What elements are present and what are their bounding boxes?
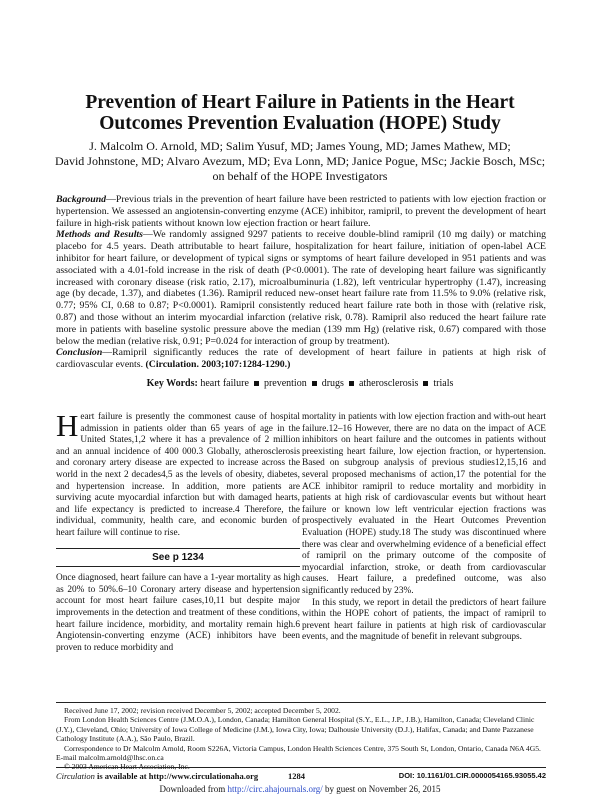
keyword: heart failure <box>200 378 249 389</box>
authors-line-2: David Johnstone, MD; Alvaro Avezum, MD; Eva Lonn, MD; Janice Pogue, MSc; Jackie Bosch, MSc; <box>54 154 546 168</box>
keyword: drugs <box>321 378 344 389</box>
abstract-background <box>56 194 546 229</box>
author-list <box>40 139 560 184</box>
intro-paragraph-1-text: eart failure is presently the commonest cause of hospital admission in patients older than 65 years of age in the United States,1,2 where it has a prevalence of 2 million and an annual incidence of 400 000.3 Globally, atherosclerosis and coronary artery disease are expected to increase across the world in the next 2 decades4,5 as the levels of obesity, diabetes, and hypertension increase. In addition, more patients are surviving acute myocardial infarction but with damaged hearts, and life expectancy is predicted to increase.4 Therefore, the individual, community, health care, and economic burden of heart failure will continue to rise. <box>56 412 300 538</box>
keyword: prevention <box>263 378 307 389</box>
intro-paragraph-2: Once diagnosed, heart failure can have a 1-year mortality as high as 20% to 50%.6–10 Coronary artery disease and hypertension account for most heart failure cases,10,11 but despite major improvements in the detection and treatment of these conditions, heart failure incidence, morbidity, and mortality remain high.6 Angiotensin-converting enzyme (ACE) inhibitors have been proven to reduce morbidity and <box>56 573 300 653</box>
square-bullet-icon <box>423 381 428 386</box>
correspondence-note: Correspondence to Dr Malcolm Arnold, Room S226A, Victoria Campus, London Health Sciences Centre, 375 South St, London, Ontario, Canada N6A 4G5. E-mail malcolm.arnold@lhsc.on.ca <box>56 743 541 763</box>
abstract <box>56 194 546 371</box>
citation: (Circulation. 2003;107:1284-1290.) <box>145 359 291 371</box>
doi: DOI: 10.1161/01.CIR.0000054165.93055.42 <box>398 771 546 780</box>
square-bullet-icon <box>312 381 317 386</box>
journal-name: Circulation <box>56 771 95 781</box>
page-number: 1284 <box>288 771 305 781</box>
key-words <box>40 378 560 389</box>
intro-paragraph-3: mortality in patients with low ejection fraction and with-out heart failure.12–16 However, there are no data on the impact of ACE inhibitors on heart failure and the outcomes in patients without preexisting heart failure, low ejection fraction, or hypertension. Based on subgroup analysis of previous studies12,15,16 and several proposed mechanisms of action,17 the potential for the ACE inhibitor ramipril to reduce mortality and morbidity in patients at high risk of cardiovascular events but without heart failure or known low left ventricular ejection fractions was prospectively evaluated in the Heart Outcomes Prevention Evaluation (HOPE) study.18 The study was discontinued where there was clear and overwhelming evidence of a beneficial effect of ramipril on the primary outcome of the composite of myocardial infarction, stroke, or death from cardiovascular causes. Heart failure, a predefined outcome, was also significantly reduced by 23%. <box>302 412 546 596</box>
background-label: Background <box>56 194 107 205</box>
affiliations-note: From London Health Sciences Centre (J.M.O.A.), London, Canada; Hamilton General Hospital (S.Y., E.L., J.P., J.B.), Hamilton, Canada; Cleveland Clinic (J.Y.), Cleveland, Ohio; University of Iowa College of Medicine (J.M.), Iowa City, Iowa; Dalhousie University (D.J.), Halifax, Canada; and Dante Pazzanese Cathology Institute (A.A.), São Paulo, Brazil. <box>56 715 535 744</box>
abstract-methods <box>56 229 546 347</box>
keyword: trials <box>433 378 454 389</box>
authors-line-1: J. Malcolm O. Arnold, MD; Salim Yusuf, MD; James Young, MD; James Mathew, MD; <box>89 139 511 153</box>
methods-label: Methods and Results <box>56 229 143 241</box>
abstract-conclusion <box>56 347 546 371</box>
intro-paragraph-4: In this study, we report in detail the predictors of heart failure within the HOPE cohort of patients, the impact of ramipril to prevent heart failure in patients at high risk of cardiovascular events, and the magnitude of benefit in relevant subgroups. <box>302 597 546 643</box>
article-title <box>40 92 560 134</box>
intro-paragraph-1 <box>56 408 300 540</box>
received-note: Received June 17, 2002; revision received December 5, 2002; accepted December 5, 2002. <box>64 706 341 715</box>
title-line-1: Prevention of Heart Failure in Patients in the Heart <box>85 92 515 113</box>
square-bullet-icon <box>349 381 354 386</box>
title-line-2: Outcomes Prevention Evaluation (HOPE) Study <box>99 113 501 134</box>
key-words-label: Key Words: <box>146 378 198 389</box>
background-text: —Previous trials in the prevention of heart failure have been restricted to patients with low ejection fraction or hypertension. We assessed an angiotensin-converting enzyme (ACE) inhibitor, ramipril, to prevent the development of heart failure in high-risk patients without known low ejection fraction or heart failure. <box>56 194 546 229</box>
keyword: atherosclerosis <box>358 378 419 389</box>
footnotes <box>56 702 546 772</box>
copyright-note: © 2003 American Heart Association, Inc. <box>64 762 190 772</box>
authors-line-3: on behalf of the HOPE Investigators <box>212 169 388 183</box>
download-prefix: Downloaded from <box>159 784 228 794</box>
see-page-reference[interactable]: See p 1234 <box>56 548 300 568</box>
download-suffix: by guest on November 26, 2015 <box>322 784 441 794</box>
journal-url[interactable]: is available at http://www.circulationaha.org <box>94 771 259 781</box>
conclusion-text: —Ramipril significantly reduces the rate of development of heart failure in patients at high risk of cardiovascular events. <box>56 347 546 371</box>
journal-availability <box>56 771 258 781</box>
page-footer <box>56 767 546 782</box>
square-bullet-icon <box>254 381 259 386</box>
conclusion-label: Conclusion <box>56 347 103 359</box>
download-link[interactable]: http://circ.ahajournals.org/ <box>227 784 323 794</box>
methods-text: —We randomly assigned 9297 patients to receive double-blind ramipril (10 mg daily) or matching placebo for 4.5 years. Death attributable to heart failure, hospitalization for heart failure, initiation of open-label ACE inhibitor for heart failure, or development of typical signs or symptoms of heart failure developed in 951 patients and was associated with a 4.01-fold increase in the risk of death (P<0.0001). The rate of developing heart failure was significantly increased with coronary disease (risk ratio, 2.17), microalbuminuria (1.82), left ventricular hypertrophy (1.47), increasing age (by decade, 1.37), and diabetes (1.36). Ramipril reduced new-onset heart failure rate from 11.5% to 9.0% (relative risk, 0.77; 95% CI, 0.68 to 0.87; P<0.0001). Ramipril consistently reduced heart failure rate both in those with (relative risk, 0.87) and those without an interim myocardial infarction (relative risk, 0.78). Ramipril also reduced the heart failure rate more in patients with baseline systolic pressure above the median (139 mm Hg) (relative risk, 0.67) compared with those below the median (relative risk, 0.91; P=0.024 for interaction of group by treatment). <box>56 229 546 347</box>
body-column-right <box>302 412 546 644</box>
body-column-left <box>56 408 300 654</box>
download-notice <box>0 784 600 794</box>
drop-cap: H <box>56 408 79 443</box>
